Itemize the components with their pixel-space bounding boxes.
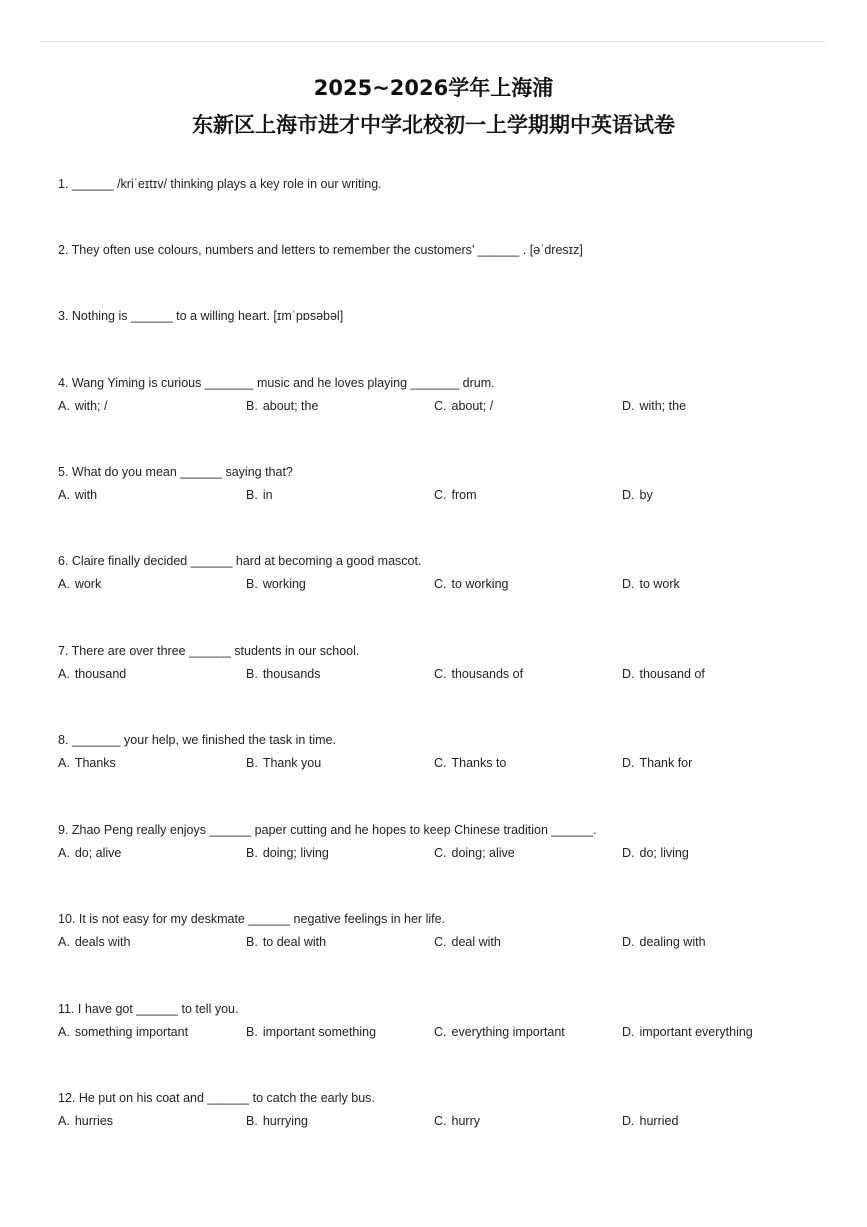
option-letter: C. bbox=[434, 1025, 447, 1039]
question-12-option-b[interactable] bbox=[246, 1113, 308, 1129]
option-letter: B. bbox=[246, 935, 258, 949]
question-4-option-a[interactable] bbox=[58, 398, 107, 414]
option-text: deal with bbox=[451, 935, 501, 949]
option-text: Thanks bbox=[74, 756, 116, 770]
option-text: important something bbox=[262, 1025, 377, 1039]
option-letter: D. bbox=[622, 488, 635, 502]
option-text: to work bbox=[639, 577, 680, 591]
option-text: deals with bbox=[74, 935, 131, 949]
option-text: with bbox=[74, 488, 98, 502]
question-9-text: 9. Zhao Peng really enjoys ______ paper cutting and he hopes to keep Chinese tradition ______. bbox=[58, 823, 597, 837]
question-4-option-d[interactable] bbox=[622, 398, 686, 414]
option-letter: C. bbox=[434, 488, 447, 502]
option-letter: A. bbox=[58, 935, 70, 949]
option-letter: B. bbox=[246, 577, 258, 591]
option-letter: D. bbox=[622, 1025, 635, 1039]
question-10-option-a[interactable] bbox=[58, 934, 130, 950]
option-letter: B. bbox=[246, 846, 258, 860]
option-letter: B. bbox=[246, 667, 258, 681]
option-letter: A. bbox=[58, 667, 70, 681]
question-3-text: 3. Nothing is ______ to a willing heart. [ɪmˈpɒsəbəl] bbox=[58, 309, 344, 323]
question-8-text: 8. _______ your help, we finished the task in time. bbox=[58, 733, 336, 747]
question-7-option-a[interactable] bbox=[58, 666, 126, 682]
option-letter: D. bbox=[622, 846, 635, 860]
option-letter: C. bbox=[434, 1114, 447, 1128]
question-11-option-d[interactable] bbox=[622, 1024, 753, 1040]
question-12-text: 12. He put on his coat and ______ to catch the early bus. bbox=[58, 1091, 375, 1105]
option-letter: C. bbox=[434, 756, 447, 770]
question-1-text: 1. ______ /kriˈeɪtɪv/ thinking plays a key role in our writing. bbox=[58, 177, 382, 191]
option-text: something important bbox=[74, 1025, 189, 1039]
question-11-option-b[interactable] bbox=[246, 1024, 376, 1040]
option-text: about; the bbox=[262, 399, 319, 413]
question-12-option-d[interactable] bbox=[622, 1113, 678, 1129]
option-letter: C. bbox=[434, 577, 447, 591]
option-letter: D. bbox=[622, 399, 635, 413]
option-text: in bbox=[262, 488, 273, 502]
option-text: from bbox=[451, 488, 477, 502]
option-text: with; the bbox=[639, 399, 687, 413]
page-title-line-2: 东新区上海市进才中学北校初一上学期期中英语试卷 bbox=[192, 113, 675, 137]
question-5-text: 5. What do you mean ______ saying that? bbox=[58, 465, 293, 479]
question-6-text: 6. Claire finally decided ______ hard at becoming a good mascot. bbox=[58, 554, 422, 568]
question-8-option-b[interactable] bbox=[246, 755, 321, 771]
option-text: doing; living bbox=[262, 846, 329, 860]
option-letter: B. bbox=[246, 399, 258, 413]
option-text: working bbox=[262, 577, 306, 591]
option-text: Thank for bbox=[639, 756, 693, 770]
question-7-option-b[interactable] bbox=[246, 666, 321, 682]
option-letter: C. bbox=[434, 399, 447, 413]
option-letter: C. bbox=[434, 846, 447, 860]
option-text: Thank you bbox=[262, 756, 322, 770]
option-letter: B. bbox=[246, 488, 258, 502]
option-text: hurried bbox=[639, 1114, 679, 1128]
question-9-option-c[interactable] bbox=[434, 845, 515, 861]
option-text: do; living bbox=[639, 846, 689, 860]
option-letter: B. bbox=[246, 756, 258, 770]
question-4-text: 4. Wang Yiming is curious _______ music and he loves playing _______ drum. bbox=[58, 376, 495, 390]
question-5-option-c[interactable] bbox=[434, 487, 477, 503]
question-7-text: 7. There are over three ______ students in our school. bbox=[58, 644, 360, 658]
option-letter: C. bbox=[434, 667, 447, 681]
question-8-option-a[interactable] bbox=[58, 755, 116, 771]
option-letter: A. bbox=[58, 1114, 70, 1128]
option-text: hurrying bbox=[262, 1114, 308, 1128]
question-11-text: 11. I have got ______ to tell you. bbox=[58, 1002, 239, 1016]
option-text: by bbox=[639, 488, 653, 502]
option-text: thousands bbox=[262, 667, 321, 681]
option-text: Thanks to bbox=[451, 756, 507, 770]
option-text: hurry bbox=[451, 1114, 480, 1128]
option-letter: A. bbox=[58, 756, 70, 770]
option-text: doing; alive bbox=[451, 846, 515, 860]
question-12-option-a[interactable] bbox=[58, 1113, 113, 1129]
page-title-line-1: 2025~2026学年上海浦 bbox=[313, 76, 554, 100]
option-letter: D. bbox=[622, 1114, 635, 1128]
question-10-option-b[interactable] bbox=[246, 934, 326, 950]
question-10-option-c[interactable] bbox=[434, 934, 501, 950]
question-6-option-d[interactable] bbox=[622, 576, 680, 592]
option-letter: C. bbox=[434, 935, 447, 949]
question-5-option-b[interactable] bbox=[246, 487, 273, 503]
option-letter: A. bbox=[58, 1025, 70, 1039]
option-text: hurries bbox=[74, 1114, 114, 1128]
question-4-option-c[interactable] bbox=[434, 398, 493, 414]
option-text: work bbox=[74, 577, 102, 591]
question-7-option-d[interactable] bbox=[622, 666, 705, 682]
question-11-option-a[interactable] bbox=[58, 1024, 188, 1040]
question-6-option-c[interactable] bbox=[434, 576, 508, 592]
question-12-option-c[interactable] bbox=[434, 1113, 480, 1129]
question-6-option-b[interactable] bbox=[246, 576, 306, 592]
option-letter: B. bbox=[246, 1025, 258, 1039]
option-text: about; / bbox=[451, 399, 494, 413]
option-text: thousand of bbox=[639, 667, 705, 681]
question-7-option-c[interactable] bbox=[434, 666, 523, 682]
option-letter: D. bbox=[622, 756, 635, 770]
option-text: important everything bbox=[639, 1025, 753, 1039]
question-4-option-b[interactable] bbox=[246, 398, 318, 414]
option-letter: D. bbox=[622, 667, 635, 681]
question-5-option-a[interactable] bbox=[58, 487, 97, 503]
question-9-option-d[interactable] bbox=[622, 845, 689, 861]
option-text: thousand bbox=[74, 667, 127, 681]
question-10-option-d[interactable] bbox=[622, 934, 706, 950]
option-text: dealing with bbox=[639, 935, 706, 949]
option-text: do; alive bbox=[74, 846, 122, 860]
question-5-option-d[interactable] bbox=[622, 487, 653, 503]
question-10-text: 10. It is not easy for my deskmate ______ negative feelings in her life. bbox=[58, 912, 446, 926]
question-9-option-a[interactable] bbox=[58, 845, 121, 861]
option-letter: D. bbox=[622, 577, 635, 591]
question-8-option-d[interactable] bbox=[622, 755, 692, 771]
option-letter: A. bbox=[58, 846, 70, 860]
option-text: to deal with bbox=[262, 935, 327, 949]
option-letter: A. bbox=[58, 488, 70, 502]
option-text: everything important bbox=[451, 1025, 565, 1039]
question-9-option-b[interactable] bbox=[246, 845, 329, 861]
option-text: thousands of bbox=[451, 667, 524, 681]
option-text: with; / bbox=[74, 399, 108, 413]
option-letter: B. bbox=[246, 1114, 258, 1128]
option-letter: A. bbox=[58, 399, 70, 413]
question-8-option-c[interactable] bbox=[434, 755, 506, 771]
question-6-option-a[interactable] bbox=[58, 576, 101, 592]
option-text: to working bbox=[451, 577, 509, 591]
option-letter: A. bbox=[58, 577, 70, 591]
question-2-text: 2. They often use colours, numbers and letters to remember the customers’ ______ . [əˈdresɪz] bbox=[58, 243, 583, 257]
page-top-divider bbox=[40, 41, 827, 42]
question-11-option-c[interactable] bbox=[434, 1024, 565, 1040]
option-letter: D. bbox=[622, 935, 635, 949]
